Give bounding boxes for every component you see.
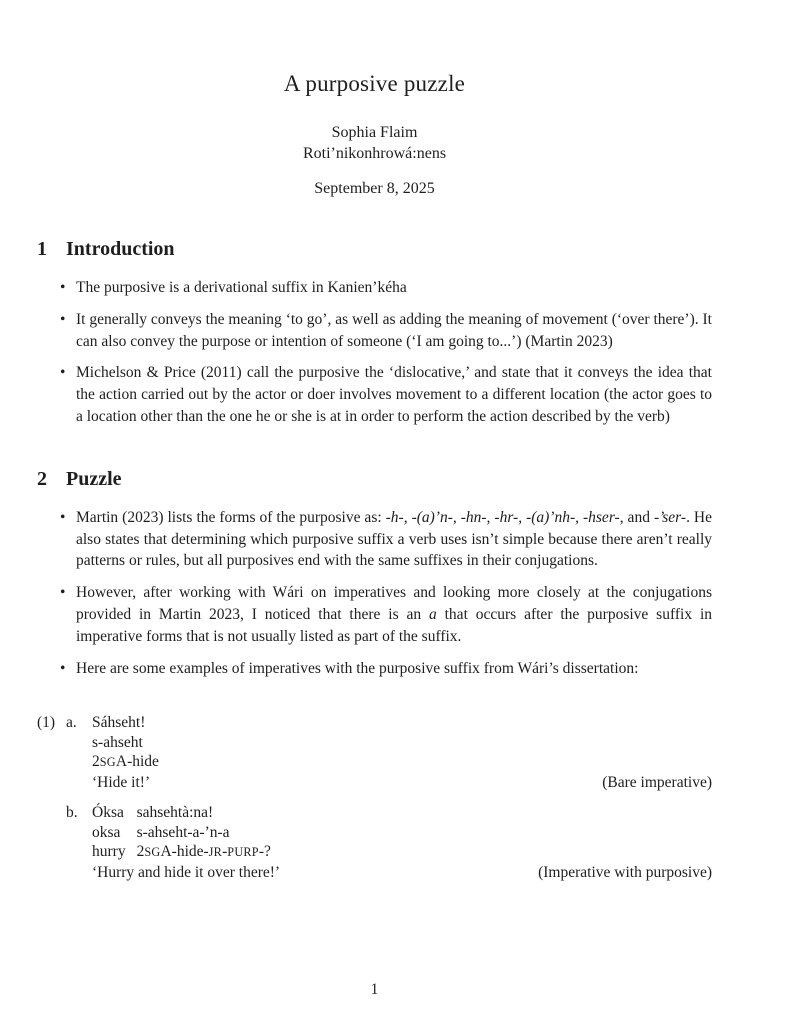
bullet-item	[76, 362, 712, 427]
gloss-line	[92, 713, 159, 733]
text-run: . He also states that determining which purposive suffix a verb uses isn’t simple because there aren’t really patterns or rules, but all purposives end with the same suffixes in their conjugations.	[76, 508, 712, 570]
text-run: The purposive is a derivational suffix in Kanien’kéha	[76, 279, 407, 296]
smallcaps-gloss-abbrev: JR	[208, 845, 223, 860]
gloss-word-column	[137, 803, 271, 863]
text-run: Óksa	[92, 804, 124, 822]
paper-title: A purposive puzzle	[283, 71, 466, 96]
text-run: that occurs after the purposive suffix in imperative forms that is not usually listed as part of the suffix.	[76, 605, 713, 645]
translation-row	[92, 863, 712, 883]
text-run: hurry	[92, 843, 126, 861]
bullet-list-puzzle	[37, 507, 712, 680]
translation-row	[92, 773, 712, 793]
text-run: , and	[619, 508, 654, 526]
text-block	[37, 70, 712, 882]
free-translation: ‘Hurry and hide it over there!’	[92, 863, 281, 881]
gloss-words	[92, 713, 712, 773]
example-annotation: (Imperative with purposive)	[538, 863, 712, 881]
example-annotation: (Bare imperative)	[602, 773, 712, 791]
page-number: 1	[370, 981, 379, 998]
bullet-item	[76, 507, 712, 572]
text-run: A-hide-	[160, 843, 209, 861]
text-run: However, after working with Wári on imperatives and looking more closely at the conjugations provided in Martin 2023, I noticed that there is an	[76, 584, 712, 623]
text-run: 2	[92, 753, 100, 771]
text-run: -?	[258, 843, 271, 861]
gloss-line	[92, 733, 159, 753]
gloss-line	[92, 752, 159, 773]
gloss-words	[92, 803, 712, 863]
example-part-body	[92, 803, 712, 882]
text-run: sahsehtà:na!	[136, 804, 214, 822]
linguistic-example	[37, 713, 712, 882]
section-heading-introduction	[37, 236, 712, 262]
gloss-line	[92, 823, 126, 843]
bullet-item	[76, 277, 712, 299]
text-run: A-hide	[115, 753, 159, 771]
section-number: 2	[37, 467, 47, 490]
section-introduction	[37, 236, 712, 428]
gloss-line	[137, 823, 271, 843]
bullet-item	[76, 582, 712, 647]
example-part	[66, 803, 712, 882]
example-part-label: a.	[66, 714, 77, 732]
section-number: 1	[37, 238, 47, 260]
text-run: Martin (2023) lists the forms of the purposive as:	[76, 508, 386, 526]
gloss-line	[137, 803, 271, 823]
text-run: -	[222, 843, 228, 861]
section-puzzle	[37, 466, 712, 680]
author-name: Sophia Flaim	[331, 124, 418, 141]
gloss-line	[92, 803, 126, 823]
section-heading-puzzle	[37, 466, 712, 492]
smallcaps-gloss-abbrev: SG	[144, 845, 161, 860]
paper-authors	[37, 122, 712, 164]
gloss-word-column	[92, 713, 159, 773]
text-run: Sáhseht!	[92, 714, 146, 732]
gloss-line	[137, 842, 271, 863]
bullet-item	[76, 658, 712, 680]
section-title: Puzzle	[66, 467, 122, 490]
italic-text: -’ser-	[653, 508, 687, 526]
example-part	[66, 713, 712, 792]
paper-header	[37, 70, 712, 198]
example-number: (1)	[37, 714, 56, 732]
paper-date: September 8, 2025	[314, 180, 435, 197]
smallcaps-gloss-abbrev: PURP	[227, 845, 259, 860]
text-run: s-ahseht	[92, 733, 143, 751]
bullet-item	[76, 309, 712, 353]
text-run: 2	[136, 843, 145, 861]
example-part-body	[92, 713, 712, 792]
gloss-word-column	[92, 803, 126, 862]
text-run: oksa	[92, 823, 121, 841]
gloss-line	[92, 842, 126, 862]
smallcaps-gloss-abbrev: SG	[99, 755, 116, 770]
text-run: Michelson & Price (2011) call the purposive the ‘dislocative,’ and state that it conveys the idea that the action carried out by the actor or doer involves movement to a different location (the actor goes to a location other than the one he or she is at in order to perform the action described by the verb)	[76, 364, 712, 425]
italic-text: -h-, -(a)’n-, -hn-, -hr-, -(a)’nh-, -hser-	[385, 508, 620, 526]
text-run: Here are some examples of imperatives with the purposive suffix from Wári’s dissertation:	[76, 659, 639, 677]
example-part-label: b.	[66, 804, 78, 822]
italic-text: a	[429, 605, 437, 623]
bullet-list-introduction	[37, 277, 712, 428]
author-affiliation: Roti’nikonhrowá:nens	[302, 145, 447, 162]
section-title: Introduction	[66, 238, 175, 260]
free-translation: ‘Hide it!’	[92, 773, 151, 791]
text-run: It generally conveys the meaning ‘to go’, as well as adding the meaning of movement (‘over there’). It can also convey the purpose or intention of someone (‘I am going to...’) (Martin 2023)	[76, 310, 712, 350]
example-parts	[66, 713, 712, 882]
text-run: s-ahseht-a-’n-a	[136, 823, 230, 841]
